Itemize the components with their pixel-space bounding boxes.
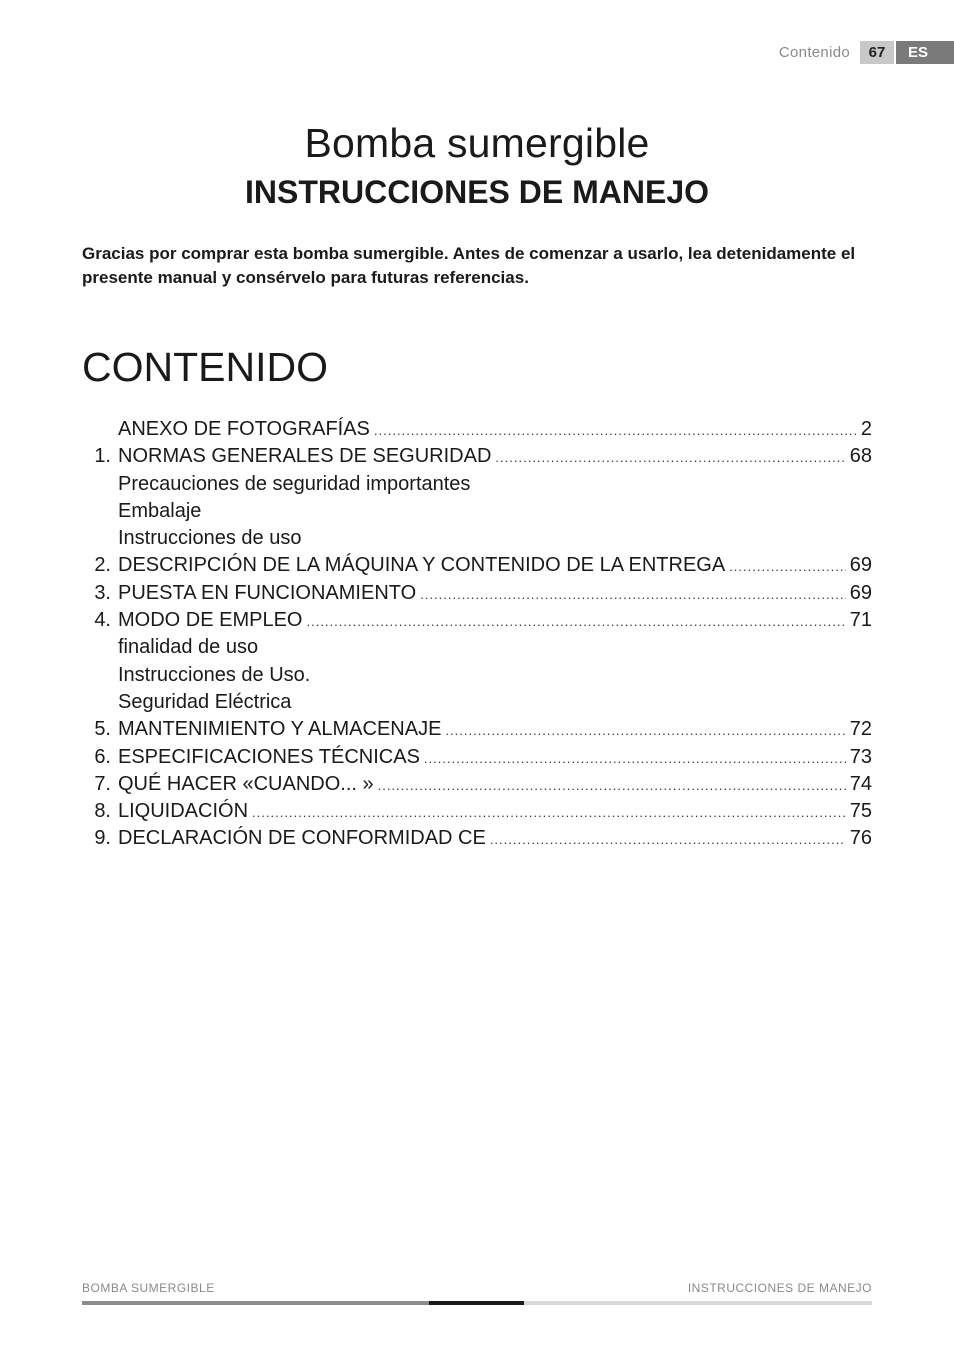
toc-entry-number: 7. bbox=[94, 772, 111, 795]
toc-entry-title: Instrucciones de Uso. bbox=[118, 663, 311, 686]
toc-leader-dots bbox=[378, 778, 846, 793]
toc-entry-title: MANTENIMIENTO Y ALMACENAJE bbox=[118, 718, 442, 741]
toc-entry-title: ESPECIFICACIONES TÉCNICAS bbox=[118, 745, 420, 768]
toc-entry-page: 72 bbox=[849, 718, 872, 741]
footer-rule-segment bbox=[82, 1301, 429, 1305]
toc-entry-title: MODO DE EMPLEO bbox=[118, 609, 303, 632]
header-section-label: Contenido bbox=[778, 44, 850, 61]
toc-entry bbox=[82, 418, 872, 445]
toc-entry bbox=[82, 691, 872, 718]
toc-entry bbox=[82, 554, 872, 581]
toc-entry-number: 9. bbox=[94, 827, 111, 850]
toc-entry-title: QUÉ HACER «CUANDO... » bbox=[118, 772, 374, 795]
toc-leader-dots bbox=[420, 587, 846, 602]
language-tab: ES bbox=[896, 41, 954, 64]
toc-entry-number: 6. bbox=[94, 745, 111, 768]
toc-entry-number: 2. bbox=[94, 554, 111, 577]
toc-entry-number: 8. bbox=[94, 800, 111, 823]
toc-entry-page: 68 bbox=[849, 445, 872, 468]
toc-entry-title: PUESTA EN FUNCIONAMIENTO bbox=[118, 581, 417, 604]
toc-entry bbox=[82, 718, 872, 745]
toc-entry-page: 73 bbox=[849, 745, 872, 768]
toc-entry bbox=[82, 609, 872, 636]
toc-entry-number: 1. bbox=[94, 445, 111, 468]
toc-entry bbox=[82, 636, 872, 663]
toc-entry-page: 69 bbox=[849, 554, 872, 577]
toc-entry-title: Instrucciones de uso bbox=[118, 527, 302, 550]
toc-leader-dots bbox=[252, 805, 846, 820]
footer-left-text: BOMBA SUMERGIBLE bbox=[82, 1281, 215, 1295]
toc-entry-title: LIQUIDACIÓN bbox=[118, 800, 249, 823]
toc-entry-title: NORMAS GENERALES DE SEGURIDAD bbox=[118, 445, 492, 468]
footer-right-text: INSTRUCCIONES DE MANEJO bbox=[687, 1281, 872, 1295]
manual-title: INSTRUCCIONES DE MANEJO bbox=[244, 174, 710, 210]
toc-entry-title: DESCRIPCIÓN DE LA MÁQUINA Y CONTENIDO DE LA ENTREGA bbox=[118, 554, 726, 577]
page-header bbox=[779, 41, 954, 64]
toc-leader-dots bbox=[445, 723, 845, 738]
toc-entry-number: 3. bbox=[94, 581, 111, 604]
toc-entry-number: 5. bbox=[94, 718, 111, 741]
toc-leader-dots bbox=[495, 450, 845, 465]
toc-entry-title: DECLARACIÓN DE CONFORMIDAD CE bbox=[118, 827, 486, 850]
toc-leader-dots bbox=[490, 832, 846, 847]
table-of-contents bbox=[82, 418, 872, 855]
toc-entry-page: 71 bbox=[849, 609, 872, 632]
intro-paragraph: Gracias por comprar esta bomba sumergible. Antes de comenzar a usarlo, lea detenidamente el presente manual y consérvelo para futuras referencias. bbox=[82, 244, 856, 287]
toc-entry-page: 69 bbox=[849, 581, 872, 604]
toc-leader-dots bbox=[306, 614, 845, 629]
product-title: Bomba sumergible bbox=[304, 120, 650, 166]
toc-entry-title: Embalaje bbox=[118, 499, 202, 522]
toc-entry bbox=[82, 445, 872, 472]
contents-heading: CONTENIDO bbox=[82, 344, 328, 390]
toc-entry bbox=[82, 582, 872, 609]
toc-leader-dots bbox=[729, 559, 846, 574]
toc-entry-title: finalidad de uso bbox=[118, 636, 259, 659]
page-number: 67 bbox=[860, 41, 894, 64]
toc-leader-dots bbox=[374, 423, 857, 438]
toc-entry-page: 74 bbox=[849, 772, 872, 795]
toc-entry bbox=[82, 746, 872, 773]
toc-leader-dots bbox=[424, 751, 846, 766]
toc-entry bbox=[82, 773, 872, 800]
toc-entry-page: 76 bbox=[849, 827, 872, 850]
toc-entry-title: Precauciones de seguridad importantes bbox=[118, 472, 471, 495]
toc-entry bbox=[82, 473, 872, 500]
toc-entry bbox=[82, 827, 872, 854]
toc-entry-page: 2 bbox=[860, 418, 872, 440]
toc-entry-number: 4. bbox=[94, 609, 111, 632]
toc-entry-page: 75 bbox=[849, 800, 872, 823]
toc-entry bbox=[82, 664, 872, 691]
toc-entry-title: Seguridad Eléctrica bbox=[118, 690, 292, 713]
toc-entry bbox=[82, 527, 872, 554]
toc-entry bbox=[82, 800, 872, 827]
footer-rule bbox=[82, 1301, 872, 1305]
footer-rule-segment bbox=[524, 1301, 872, 1305]
toc-entry-title: ANEXO DE FOTOGRAFÍAS bbox=[118, 418, 370, 440]
toc-entry bbox=[82, 500, 872, 527]
footer-rule-segment bbox=[429, 1301, 524, 1305]
